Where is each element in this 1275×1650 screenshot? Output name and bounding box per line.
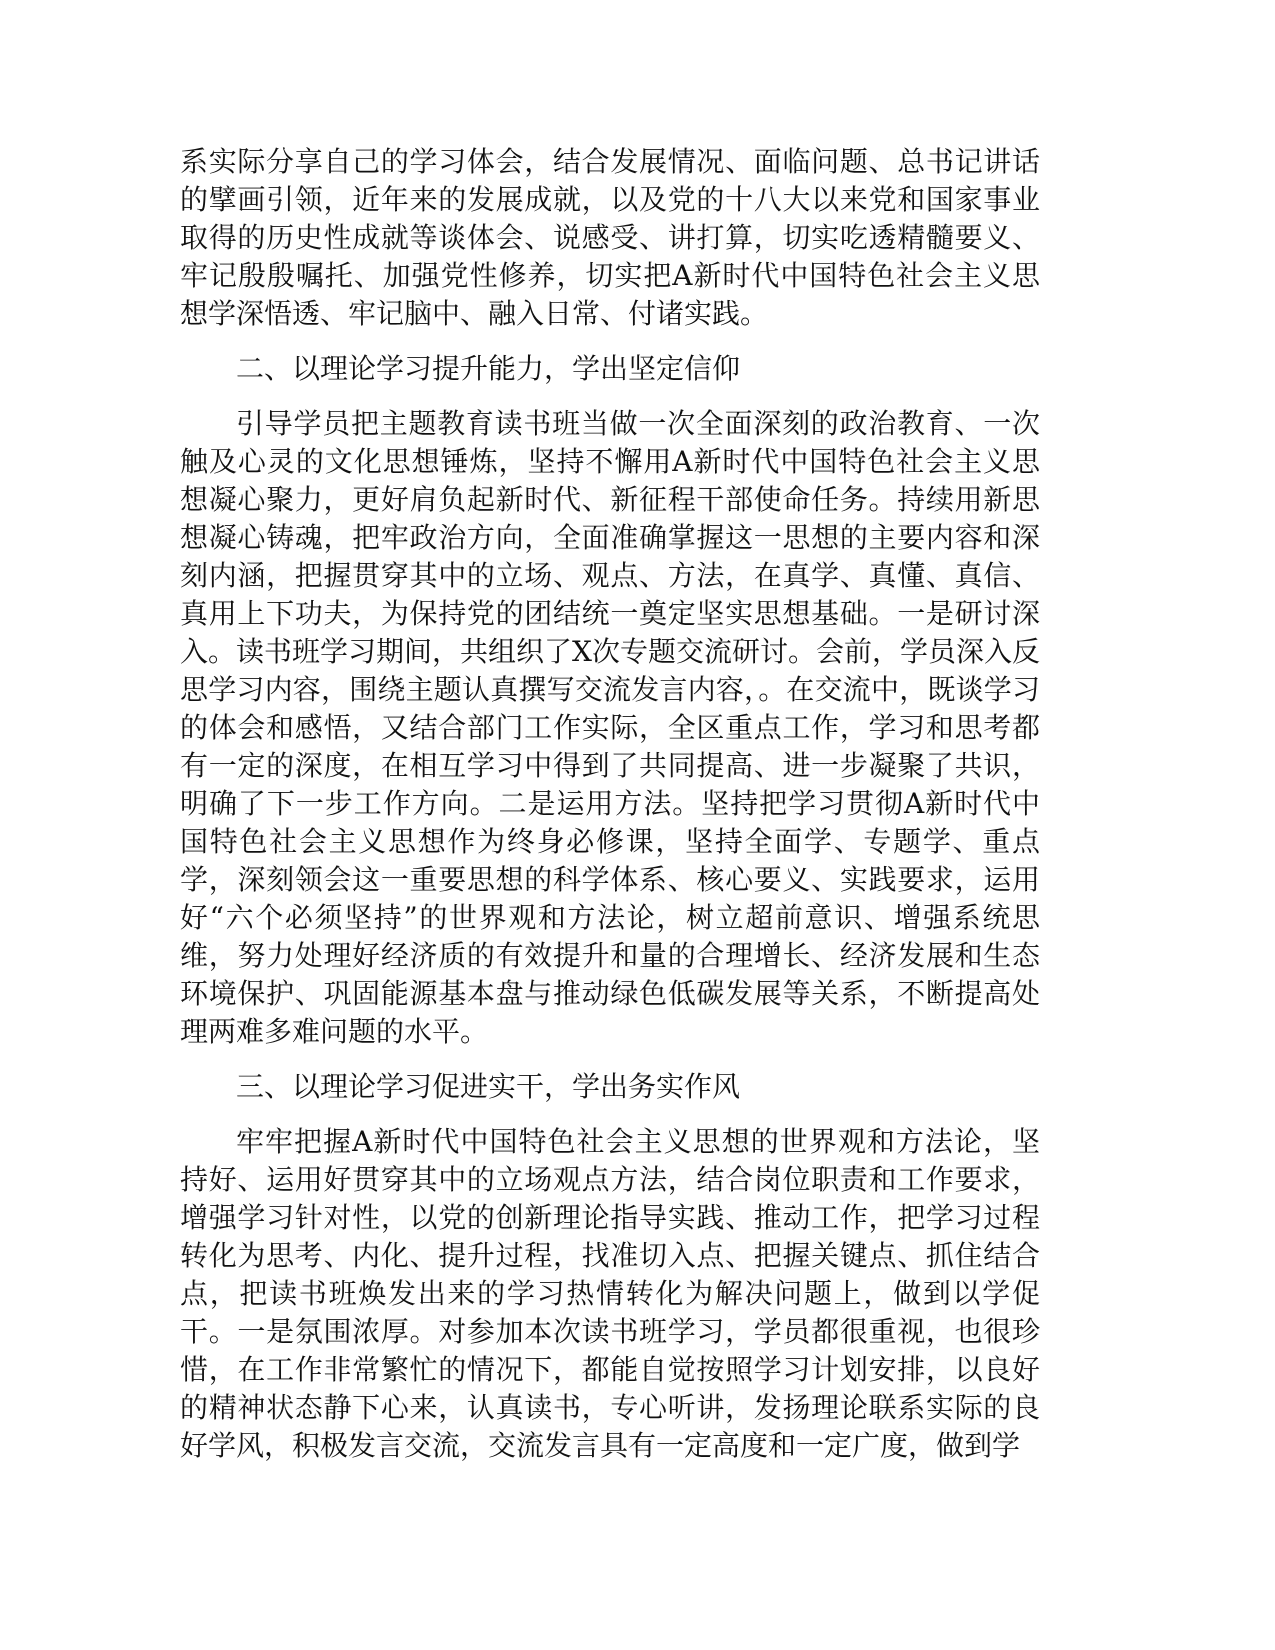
body-paragraph: 引导学员把主题教育读书班当做一次全面深刻的政治教育、一次触及心灵的文化思想锤炼，坚持不懈用A新时代中国特色社会主义思想凝心聚力，更好肩负起新时代、新征程干部使命任务。持续用新思想凝心铸魂，把牢政治方向，全面准确掌握这一思想的主要内容和深刻内涵，把握贯穿其中的立场、观点、方法，在真学、真懂、真信、真用上下功夫，为保持党的团结统一奠定坚实思想基础。一是研讨深入。读书班学习期间，共组织了X次专题交流研讨。会前，学员深入反思学习内容，围绕主题认真撰写交流发言内容，。在交流中，既谈学习的体会和感悟，又结合部门工作实际，全区重点工作，学习和思考都有一定的深度，在相互学习中得到了共同提高、进一步凝聚了共识，明确了下一步工作方向。二是运用方法。坚持把学习贯彻A新时代中国特色社会主义思想作为终身必修课，坚持全面学、专题学、重点学，深刻领会这一重要思想的科学体系、核心要义、实践要求，运用好“六个必须坚持”的世界观和方法论，树立超前意识、增强系统思维，努力处理好经济质的有效提升和量的合理增长、经济发展和生态环境保护、巩固能源基本盘与推动绿色低碳发展等关系，不断提高处理两难多难问题的水平。 (180, 407, 1040, 1048)
body-paragraph: 牢牢把握A新时代中国特色社会主义思想的世界观和方法论，坚持好、运用好贯穿其中的立场观点方法，结合岗位职责和工作要求，增强学习针对性，以党的创新理论指导实践、推动工作，把学习过程转化为思考、内化、提升过程，找准切入点、把握关键点、抓住结合点，把读书班焕发出来的学习热情转化为解决问题上，做到以学促干。一是氛围浓厚。对参加本次读书班学习，学员都很重视，也很珍惜，在工作非常繁忙的情况下，都能自觉按照学习计划安排，以良好的精神状态静下心来，认真读书，专心听讲，发扬理论联系实际的良好学风，积极发言交流，交流发言具有一定高度和一定广度，做到学 (180, 1125, 1040, 1462)
section-heading-2: 二、以理论学习提升能力，学出坚定信仰 (236, 352, 741, 385)
section-heading-3: 三、以理论学习促进实干，学出务实作风 (236, 1070, 741, 1103)
document-page (180, 143, 1040, 1465)
body-paragraph-continued: 系实际分享自己的学习体会，结合发展情况、面临问题、总书记讲话的擘画引领，近年来的发展成就，以及党的十八大以来党和国家事业取得的历史性成就等谈体会、说感受、讲打算，切实吃透精髓要义、牢记殷殷嘱托、加强党性修养，切实把A新时代中国特色社会主义思想学深悟透、牢记脑中、融入日常、付诸实践。 (180, 145, 1040, 330)
